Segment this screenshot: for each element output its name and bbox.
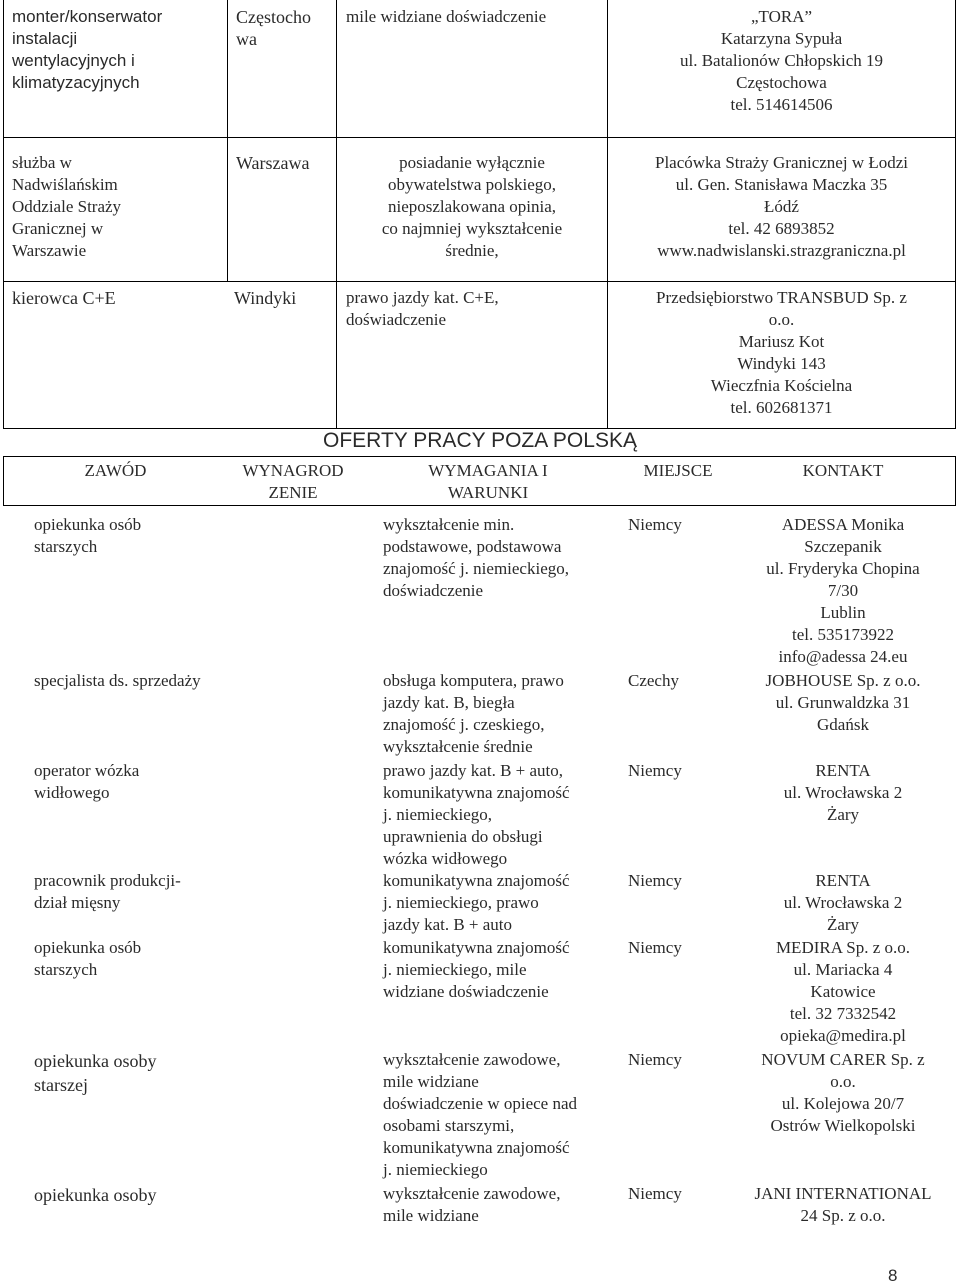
abroad-row-5-place: Niemcy	[628, 938, 682, 957]
header-occupation: ZAWÓD	[84, 461, 147, 480]
abroad-row-7-occupation: opiekunka osoby	[34, 1185, 157, 1205]
abroad-row-6-contact: NOVUM CARER Sp. z o.o. ul. Kolejowa 20/7 Ostrów Wielkopolski	[761, 1050, 925, 1135]
abroad-row-5-requirements: komunikatywna znajomość j. niemieckiego, mile widziane doświadczenie	[383, 938, 570, 1001]
top-row-1-occupation: monter/konserwator instalacji wentylacyjnych i klimatyzacyjnych	[12, 7, 163, 92]
page-number: 8	[888, 1266, 898, 1285]
abroad-row-4-occupation: pracownik produkcji- dział mięsny	[34, 871, 181, 912]
abroad-row-5-contact: MEDIRA Sp. z o.o. ul. Mariacka 4 Katowice tel. 32 7332542 opieka@medira.pl	[775, 938, 911, 1045]
abroad-row-7-contact: JANI INTERNATIONAL 24 Sp. z o.o.	[754, 1184, 932, 1225]
top-row-3-contact: Przedsiębiorstwo TRANSBUD Sp. z o.o. Mariusz Kot Windyki 143 Wieczfnia Kościelna tel. 602681371	[656, 288, 907, 417]
top-row-1-city: Częstocho wa	[236, 7, 311, 49]
abroad-row-2-contact: JOBHOUSE Sp. z o.o. ul. Grunwaldzka 31 Gdańsk	[765, 671, 921, 734]
abroad-row-1-place: Niemcy	[628, 515, 682, 534]
abroad-row-3-occupation: operator wózka widłowego	[34, 761, 140, 802]
abroad-row-6-occupation: opiekunka osoby starszej	[34, 1051, 157, 1095]
abroad-row-4-requirements: komunikatywna znajomość j. niemieckiego, prawo jazdy kat. B + auto	[383, 871, 570, 934]
header-contact: KONTAKT	[802, 461, 884, 480]
abroad-row-2-place: Czechy	[628, 671, 679, 690]
top-row-3-occupation: kierowca C+E	[12, 288, 116, 308]
top-row-3-city: Windyki	[234, 288, 297, 308]
section-title: OFERTY PRACY POZA POLSKĄ	[323, 429, 637, 452]
top-row-2-contact: Placówka Straży Granicznej w Łodzi ul. Gen. Stanisława Maczka 35 Łódź tel. 42 6893852 www.nadwislanski.strazgraniczna.pl	[654, 153, 909, 260]
top-row-2-city: Warszawa	[236, 153, 310, 173]
abroad-row-6-requirements: wykształcenie zawodowe, mile widziane doświadczenie w opiece nad osobami starszymi, komunikatywna znajomość j. niemieckiego	[383, 1050, 577, 1179]
abroad-row-6-place: Niemcy	[628, 1050, 682, 1069]
abroad-row-7-place: Niemcy	[628, 1184, 682, 1203]
abroad-row-4-contact: RENTA ul. Wrocławska 2 Żary	[783, 871, 903, 934]
abroad-row-1-contact: ADESSA Monika Szczepanik ul. Fryderyka Chopina 7/30 Lublin tel. 535173922 info@adessa 24.eu	[766, 515, 920, 666]
abroad-row-3-place: Niemcy	[628, 761, 682, 780]
abroad-row-5-occupation: opiekunka osób starszych	[34, 938, 142, 979]
top-row-2-occupation: służba w Nadwiślańskim Oddziale Straży Granicznej w Warszawie	[12, 153, 122, 260]
abroad-row-4-place: Niemcy	[628, 871, 682, 890]
abroad-row-3-requirements: prawo jazdy kat. B + auto, komunikatywna znajomość j. niemieckiego, uprawnienia do obsługi wózka widłowego	[383, 761, 570, 868]
header-place: MIEJSCE	[643, 461, 713, 480]
abroad-row-7-requirements: wykształcenie zawodowe, mile widziane	[383, 1184, 561, 1225]
top-row-3-requirements: prawo jazdy kat. C+E, doświadczenie	[346, 288, 499, 329]
abroad-row-1-occupation: opiekunka osób starszych	[34, 515, 142, 556]
header-requirements: WYMAGANIA I WARUNKI	[428, 461, 548, 502]
top-row-1-requirements: mile widziane doświadczenie	[346, 7, 547, 26]
header-salary: WYNAGROD ZENIE	[242, 461, 344, 502]
abroad-row-2-occupation: specjalista ds. sprzedaży	[34, 671, 201, 690]
abroad-row-3-contact: RENTA ul. Wrocławska 2 Żary	[783, 761, 903, 824]
top-row-1-contact: „TORA” Katarzyna Sypuła ul. Batalionów Chłopskich 19 Częstochowa tel. 514614506	[679, 7, 884, 114]
abroad-row-1-requirements: wykształcenie min. podstawowe, podstawowa znajomość j. niemieckiego, doświadczenie	[383, 515, 569, 600]
top-row-2-requirements: posiadanie wyłącznie obywatelstwa polskiego, nieposzlakowana opinia, co najmniej wykształcenie średnie,	[381, 153, 563, 260]
abroad-row-2-requirements: obsługa komputera, prawo jazdy kat. B, biegła znajomość j. czeskiego, wykształcenie średnie	[383, 671, 564, 756]
